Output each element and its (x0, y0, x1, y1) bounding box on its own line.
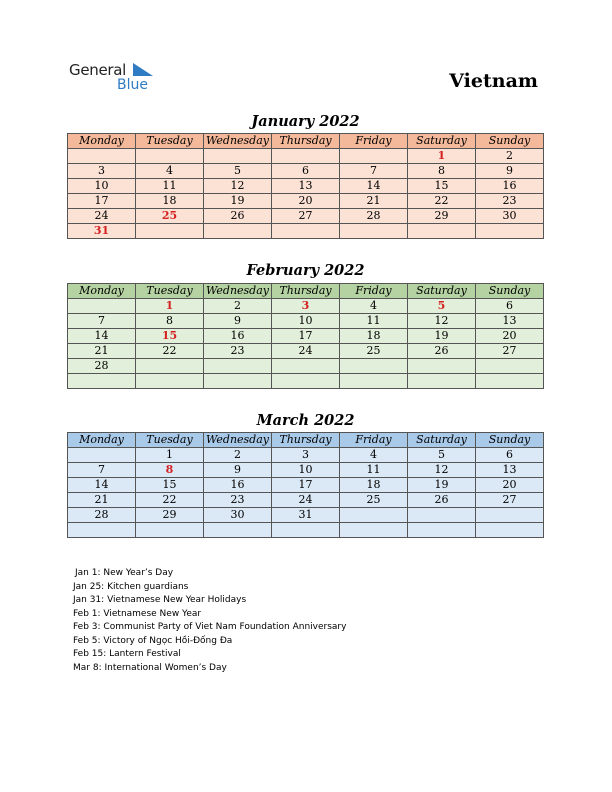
day-cell: 5 (408, 448, 476, 463)
week-row (68, 508, 544, 523)
day-cell: 7 (68, 463, 136, 478)
day-cell: 20 (476, 478, 544, 493)
day-cell: 1 (136, 448, 204, 463)
day-cell: 16 (204, 329, 272, 344)
day-cell (408, 359, 476, 374)
day-cell: 14 (340, 179, 408, 194)
weekday-header-friday: Friday (340, 284, 408, 299)
week-row (68, 478, 544, 493)
weekday-header-saturday: Saturday (408, 433, 476, 448)
day-cell (68, 149, 136, 164)
day-cell: 25 (136, 209, 204, 224)
day-cell: 4 (340, 448, 408, 463)
day-cell (136, 359, 204, 374)
day-cell: 14 (68, 478, 136, 493)
day-cell: 10 (272, 463, 340, 478)
day-cell: 13 (272, 179, 340, 194)
day-cell (68, 299, 136, 314)
day-cell: 8 (408, 164, 476, 179)
day-cell: 19 (408, 478, 476, 493)
weekday-header-thursday: Thursday (272, 284, 340, 299)
weekday-header-sunday: Sunday (476, 134, 544, 149)
day-cell: 27 (476, 493, 544, 508)
holiday-item: Feb 5: Victory of Ngọc Hồi-Đống Đa (73, 635, 233, 646)
weekday-header-friday: Friday (340, 134, 408, 149)
day-cell: 30 (476, 209, 544, 224)
weekday-header-monday: Monday (68, 284, 136, 299)
month-title-march: March 2022 (256, 412, 355, 429)
day-cell: 22 (136, 493, 204, 508)
day-cell: 12 (408, 463, 476, 478)
day-cell: 24 (272, 344, 340, 359)
weekday-header-tuesday: Tuesday (136, 134, 204, 149)
weekday-header-row (68, 134, 544, 149)
week-row (68, 329, 544, 344)
day-cell: 9 (204, 463, 272, 478)
day-cell: 5 (408, 299, 476, 314)
day-cell (340, 224, 408, 239)
day-cell: 16 (204, 478, 272, 493)
week-row (68, 299, 544, 314)
day-cell (408, 224, 476, 239)
day-cell (272, 149, 340, 164)
day-cell: 20 (476, 329, 544, 344)
day-cell: 6 (272, 164, 340, 179)
day-cell: 1 (136, 299, 204, 314)
day-cell: 1 (408, 149, 476, 164)
week-row (68, 209, 544, 224)
day-cell: 22 (136, 344, 204, 359)
day-cell: 23 (204, 493, 272, 508)
day-cell: 2 (476, 149, 544, 164)
week-row (68, 314, 544, 329)
day-cell: 5 (204, 164, 272, 179)
day-cell: 8 (136, 463, 204, 478)
day-cell: 15 (136, 329, 204, 344)
day-cell: 15 (136, 478, 204, 493)
day-cell: 16 (476, 179, 544, 194)
day-cell: 17 (272, 478, 340, 493)
day-cell: 21 (68, 493, 136, 508)
day-cell: 12 (408, 314, 476, 329)
day-cell: 17 (68, 194, 136, 209)
day-cell (272, 224, 340, 239)
day-cell: 27 (476, 344, 544, 359)
day-cell: 28 (340, 209, 408, 224)
day-cell: 31 (272, 508, 340, 523)
weekday-header-row (68, 433, 544, 448)
day-cell: 10 (68, 179, 136, 194)
day-cell: 15 (408, 179, 476, 194)
day-cell (476, 508, 544, 523)
day-cell (136, 149, 204, 164)
day-cell (204, 374, 272, 389)
holiday-item: Jan 1: New Year’s Day (75, 568, 174, 578)
day-cell (408, 523, 476, 538)
day-cell: 3 (272, 448, 340, 463)
holiday-list (73, 567, 346, 675)
day-cell: 21 (68, 344, 136, 359)
day-cell: 18 (340, 478, 408, 493)
weekday-header-row (68, 284, 544, 299)
holiday-item: Mar 8: International Women’s Day (73, 662, 227, 673)
day-cell: 7 (340, 164, 408, 179)
month-title-february: February 2022 (246, 262, 365, 279)
holiday-item: Feb 15: Lantern Festival (73, 649, 181, 659)
calendar-january (67, 133, 544, 239)
day-cell (476, 224, 544, 239)
weekday-header-saturday: Saturday (408, 284, 476, 299)
day-cell: 28 (68, 359, 136, 374)
day-cell (204, 359, 272, 374)
day-cell (204, 149, 272, 164)
weekday-header-saturday: Saturday (408, 134, 476, 149)
weekday-header-tuesday: Tuesday (136, 284, 204, 299)
month-title-january: January 2022 (251, 113, 360, 130)
day-cell (340, 149, 408, 164)
day-cell: 24 (68, 209, 136, 224)
day-cell: 11 (136, 179, 204, 194)
day-cell: 22 (408, 194, 476, 209)
day-cell: 19 (204, 194, 272, 209)
holiday-item: Feb 1: Vietnamese New Year (73, 608, 202, 619)
week-row (68, 194, 544, 209)
day-cell: 13 (476, 314, 544, 329)
day-cell: 31 (68, 224, 136, 239)
day-cell: 12 (204, 179, 272, 194)
day-cell: 2 (204, 299, 272, 314)
day-cell (68, 374, 136, 389)
weekday-header-wednesday: Wednesday (204, 284, 272, 299)
day-cell: 19 (408, 329, 476, 344)
weekday-header-tuesday: Tuesday (136, 433, 204, 448)
week-row (68, 344, 544, 359)
day-cell (476, 523, 544, 538)
day-cell: 30 (204, 508, 272, 523)
day-cell: 10 (272, 314, 340, 329)
weekday-header-friday: Friday (340, 433, 408, 448)
week-row (68, 448, 544, 463)
day-cell: 6 (476, 299, 544, 314)
day-cell: 23 (476, 194, 544, 209)
day-cell (136, 224, 204, 239)
day-cell (272, 359, 340, 374)
day-cell: 7 (68, 314, 136, 329)
day-cell (476, 359, 544, 374)
day-cell (136, 374, 204, 389)
holiday-item: Jan 31: Vietnamese New Year Holidays (73, 595, 247, 605)
day-cell: 26 (408, 493, 476, 508)
day-cell (204, 523, 272, 538)
logo-text-blue: Blue (117, 77, 148, 93)
day-cell: 25 (340, 493, 408, 508)
week-row (68, 149, 544, 164)
day-cell: 14 (68, 329, 136, 344)
week-row (68, 463, 544, 478)
day-cell (136, 523, 204, 538)
week-row (68, 224, 544, 239)
day-cell: 23 (204, 344, 272, 359)
day-cell: 25 (340, 344, 408, 359)
day-cell: 3 (272, 299, 340, 314)
weekday-header-sunday: Sunday (476, 284, 544, 299)
week-row (68, 359, 544, 374)
day-cell: 2 (204, 448, 272, 463)
weekday-header-wednesday: Wednesday (204, 134, 272, 149)
weekday-header-monday: Monday (68, 134, 136, 149)
holiday-item: Jan 25: Kitchen guardians (73, 581, 189, 592)
day-cell: 13 (476, 463, 544, 478)
week-row (68, 164, 544, 179)
day-cell: 28 (68, 508, 136, 523)
day-cell: 3 (68, 164, 136, 179)
day-cell (68, 523, 136, 538)
day-cell: 29 (408, 209, 476, 224)
generalblue-logo (69, 61, 169, 95)
day-cell: 9 (476, 164, 544, 179)
day-cell: 26 (204, 209, 272, 224)
week-row (68, 179, 544, 194)
day-cell (476, 374, 544, 389)
day-cell (340, 374, 408, 389)
day-cell: 9 (204, 314, 272, 329)
day-cell: 27 (272, 209, 340, 224)
day-cell: 4 (136, 164, 204, 179)
week-row (68, 374, 544, 389)
day-cell: 11 (340, 314, 408, 329)
day-cell: 24 (272, 493, 340, 508)
week-row (68, 493, 544, 508)
logo-text-general: General (69, 61, 127, 79)
day-cell (408, 374, 476, 389)
day-cell: 17 (272, 329, 340, 344)
day-cell: 18 (136, 194, 204, 209)
day-cell (340, 359, 408, 374)
weekday-header-thursday: Thursday (272, 134, 340, 149)
weekday-header-thursday: Thursday (272, 433, 340, 448)
day-cell: 6 (476, 448, 544, 463)
day-cell: 4 (340, 299, 408, 314)
day-cell (204, 224, 272, 239)
day-cell (68, 448, 136, 463)
day-cell: 8 (136, 314, 204, 329)
day-cell: 11 (340, 463, 408, 478)
day-cell: 20 (272, 194, 340, 209)
week-row (68, 523, 544, 538)
weekday-header-monday: Monday (68, 433, 136, 448)
day-cell (408, 508, 476, 523)
logo-triangle-icon (133, 63, 153, 77)
calendar-february (67, 283, 544, 389)
calendar-march (67, 432, 544, 538)
day-cell (272, 523, 340, 538)
day-cell (272, 374, 340, 389)
day-cell: 29 (136, 508, 204, 523)
day-cell (340, 508, 408, 523)
day-cell: 18 (340, 329, 408, 344)
day-cell (340, 523, 408, 538)
weekday-header-wednesday: Wednesday (204, 433, 272, 448)
country-title: Vietnam (449, 70, 538, 92)
day-cell: 26 (408, 344, 476, 359)
holiday-item: Feb 3: Communist Party of Viet Nam Foundation Anniversary (73, 622, 347, 632)
weekday-header-sunday: Sunday (476, 433, 544, 448)
day-cell: 21 (340, 194, 408, 209)
